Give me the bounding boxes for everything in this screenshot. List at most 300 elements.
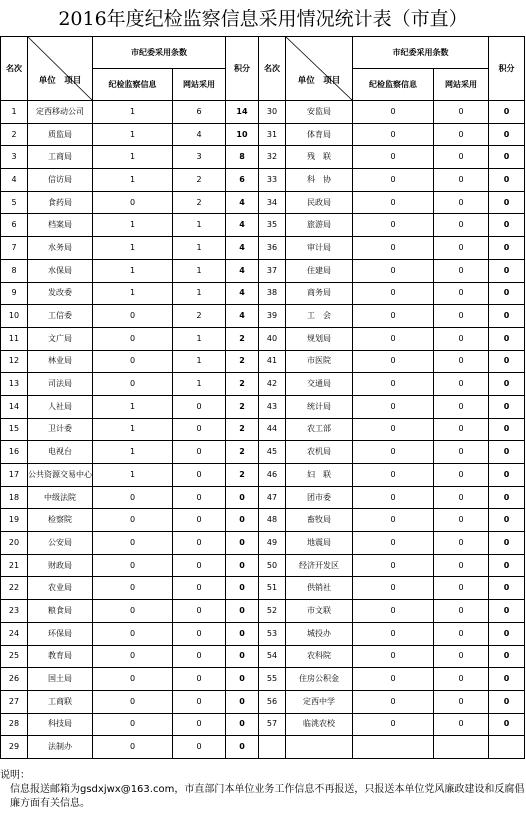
table-row <box>1 622 525 645</box>
left-web-cell: 1 <box>173 259 226 282</box>
right-jj-cell: 0 <box>353 441 434 464</box>
table-row <box>1 577 525 600</box>
right-unit-cell: 科 协 <box>286 169 353 192</box>
left-score-cell: 10 <box>226 123 259 146</box>
left-unit-cell: 教育局 <box>28 645 93 668</box>
note-text: 信息报送邮箱为gsdxjwx@163.com，市直部门本单位业务工作信息不再报送，只报送本单位党风廉政建设和反腐倡廉方面有关信息。 <box>10 784 525 809</box>
right-web-cell: 0 <box>434 101 489 124</box>
left-jj-cell: 1 <box>93 282 173 305</box>
left-rank-cell: 14 <box>1 395 28 418</box>
right-unit-cell: 临洮农校 <box>286 713 353 736</box>
left-rank-cell: 25 <box>1 645 28 668</box>
table-row <box>1 509 525 532</box>
left-score-cell: 2 <box>226 327 259 350</box>
unit-item-header-right <box>286 37 353 101</box>
right-jj-cell: 0 <box>353 532 434 555</box>
adopt-count-header-right: 市纪委采用条数 <box>353 37 489 69</box>
right-rank-cell: 50 <box>259 554 286 577</box>
right-score-cell: 0 <box>489 554 525 577</box>
right-web-cell: 0 <box>434 169 489 192</box>
left-score-cell: 0 <box>226 532 259 555</box>
right-score-cell: 0 <box>489 191 525 214</box>
left-score-cell: 0 <box>226 554 259 577</box>
website-header-right: 网站采用 <box>434 69 489 101</box>
left-rank-cell: 4 <box>1 169 28 192</box>
left-rank-cell: 24 <box>1 622 28 645</box>
left-score-cell: 2 <box>226 395 259 418</box>
right-jj-cell: 0 <box>353 305 434 328</box>
left-unit-cell: 检察院 <box>28 509 93 532</box>
right-score-cell: 0 <box>489 418 525 441</box>
right-unit-cell: 农机局 <box>286 441 353 464</box>
left-jj-cell: 0 <box>93 600 173 623</box>
left-rank-cell: 29 <box>1 736 28 759</box>
right-web-cell: 0 <box>434 237 489 260</box>
right-score-cell <box>489 736 525 759</box>
left-unit-cell: 工商联 <box>28 690 93 713</box>
score-header-right: 积分 <box>489 37 525 101</box>
right-rank-cell: 34 <box>259 191 286 214</box>
right-rank-cell: 40 <box>259 327 286 350</box>
right-rank-cell: 36 <box>259 237 286 260</box>
score-header-left: 积分 <box>226 37 259 101</box>
right-score-cell: 0 <box>489 373 525 396</box>
left-score-cell: 4 <box>226 305 259 328</box>
right-web-cell: 0 <box>434 577 489 600</box>
left-jj-cell: 0 <box>93 486 173 509</box>
note-label: 说明： <box>0 770 30 781</box>
left-jj-cell: 0 <box>93 736 173 759</box>
left-rank-cell: 7 <box>1 237 28 260</box>
left-rank-cell: 20 <box>1 532 28 555</box>
right-web-cell: 0 <box>434 327 489 350</box>
table-row <box>1 554 525 577</box>
right-web-cell: 0 <box>434 441 489 464</box>
right-score-cell: 0 <box>489 305 525 328</box>
left-web-cell: 0 <box>173 395 226 418</box>
right-score-cell: 0 <box>489 645 525 668</box>
left-jj-cell: 1 <box>93 101 173 124</box>
left-jj-cell: 1 <box>93 395 173 418</box>
left-rank-cell: 18 <box>1 486 28 509</box>
right-web-cell: 0 <box>434 395 489 418</box>
left-unit-cell: 国土局 <box>28 668 93 691</box>
left-jj-cell: 0 <box>93 622 173 645</box>
note <box>0 769 526 811</box>
table-row <box>1 123 525 146</box>
right-score-cell: 0 <box>489 101 525 124</box>
jjjc-info-header-right: 纪检监察信息 <box>353 69 434 101</box>
left-unit-cell: 质监局 <box>28 123 93 146</box>
left-unit-cell: 粮食局 <box>28 600 93 623</box>
right-web-cell <box>434 736 489 759</box>
left-rank-cell: 2 <box>1 123 28 146</box>
left-jj-cell: 1 <box>93 464 173 487</box>
left-rank-cell: 28 <box>1 713 28 736</box>
right-jj-cell: 0 <box>353 214 434 237</box>
table-row <box>1 645 525 668</box>
left-jj-cell: 0 <box>93 713 173 736</box>
left-rank-cell: 17 <box>1 464 28 487</box>
left-jj-cell: 1 <box>93 441 173 464</box>
left-rank-cell: 23 <box>1 600 28 623</box>
left-unit-cell: 食药局 <box>28 191 93 214</box>
right-unit-cell: 规划局 <box>286 327 353 350</box>
right-rank-cell: 30 <box>259 101 286 124</box>
right-score-cell: 0 <box>489 327 525 350</box>
right-jj-cell: 0 <box>353 123 434 146</box>
right-web-cell: 0 <box>434 509 489 532</box>
table-row <box>1 282 525 305</box>
left-jj-cell: 1 <box>93 418 173 441</box>
left-web-cell: 0 <box>173 668 226 691</box>
right-web-cell: 0 <box>434 554 489 577</box>
left-web-cell: 0 <box>173 622 226 645</box>
left-jj-cell: 0 <box>93 305 173 328</box>
right-rank-cell <box>259 736 286 759</box>
left-web-cell: 0 <box>173 509 226 532</box>
left-unit-cell: 信访局 <box>28 169 93 192</box>
right-jj-cell: 0 <box>353 577 434 600</box>
right-web-cell: 0 <box>434 668 489 691</box>
left-rank-cell: 6 <box>1 214 28 237</box>
statistics-table <box>0 36 525 759</box>
right-score-cell: 0 <box>489 123 525 146</box>
left-rank-cell: 26 <box>1 668 28 691</box>
left-unit-cell: 公共资源交易中心 <box>28 464 93 487</box>
right-score-cell: 0 <box>489 486 525 509</box>
left-rank-cell: 16 <box>1 441 28 464</box>
left-jj-cell: 1 <box>93 123 173 146</box>
table-row <box>1 191 525 214</box>
left-web-cell: 1 <box>173 373 226 396</box>
right-unit-cell: 审计局 <box>286 237 353 260</box>
left-rank-cell: 12 <box>1 350 28 373</box>
left-web-cell: 0 <box>173 736 226 759</box>
left-rank-cell: 22 <box>1 577 28 600</box>
right-jj-cell: 0 <box>353 418 434 441</box>
right-web-cell: 0 <box>434 418 489 441</box>
left-rank-cell: 8 <box>1 259 28 282</box>
left-web-cell: 0 <box>173 441 226 464</box>
left-web-cell: 1 <box>173 237 226 260</box>
right-rank-cell: 37 <box>259 259 286 282</box>
right-score-cell: 0 <box>489 532 525 555</box>
table-row <box>1 237 525 260</box>
left-unit-cell: 工信委 <box>28 305 93 328</box>
right-score-cell: 0 <box>489 577 525 600</box>
left-web-cell: 0 <box>173 418 226 441</box>
left-unit-cell: 人社局 <box>28 395 93 418</box>
left-unit-cell: 财政局 <box>28 554 93 577</box>
left-web-cell: 0 <box>173 713 226 736</box>
left-web-cell: 0 <box>173 577 226 600</box>
left-rank-cell: 13 <box>1 373 28 396</box>
left-rank-cell: 15 <box>1 418 28 441</box>
left-rank-cell: 9 <box>1 282 28 305</box>
left-score-cell: 2 <box>226 441 259 464</box>
table-row <box>1 713 525 736</box>
right-web-cell: 0 <box>434 600 489 623</box>
right-rank-cell: 56 <box>259 690 286 713</box>
right-jj-cell: 0 <box>353 600 434 623</box>
right-rank-cell: 44 <box>259 418 286 441</box>
right-rank-cell: 52 <box>259 600 286 623</box>
left-jj-cell: 0 <box>93 509 173 532</box>
left-unit-cell: 公安局 <box>28 532 93 555</box>
right-unit-cell: 定西中学 <box>286 690 353 713</box>
left-web-cell: 0 <box>173 690 226 713</box>
right-unit-cell: 住建局 <box>286 259 353 282</box>
right-unit-cell: 工 会 <box>286 305 353 328</box>
right-score-cell: 0 <box>489 622 525 645</box>
right-jj-cell: 0 <box>353 169 434 192</box>
left-rank-cell: 11 <box>1 327 28 350</box>
right-unit-cell: 供销社 <box>286 577 353 600</box>
table-row <box>1 600 525 623</box>
right-unit-cell: 地震局 <box>286 532 353 555</box>
left-jj-cell: 1 <box>93 237 173 260</box>
left-score-cell: 2 <box>226 418 259 441</box>
header-row <box>1 37 525 69</box>
right-score-cell: 0 <box>489 690 525 713</box>
left-score-cell: 4 <box>226 214 259 237</box>
right-rank-cell: 31 <box>259 123 286 146</box>
table-row <box>1 101 525 124</box>
right-unit-cell: 城投办 <box>286 622 353 645</box>
left-web-cell: 2 <box>173 191 226 214</box>
left-web-cell: 0 <box>173 486 226 509</box>
right-rank-cell: 48 <box>259 509 286 532</box>
left-web-cell: 1 <box>173 214 226 237</box>
right-unit-cell: 市医院 <box>286 350 353 373</box>
left-score-cell: 0 <box>226 668 259 691</box>
right-unit-cell: 民政局 <box>286 191 353 214</box>
right-unit-cell: 妇 联 <box>286 464 353 487</box>
left-jj-cell: 0 <box>93 668 173 691</box>
left-rank-cell: 27 <box>1 690 28 713</box>
right-score-cell: 0 <box>489 668 525 691</box>
website-header-left: 网站采用 <box>173 69 226 101</box>
right-unit-cell: 市文联 <box>286 600 353 623</box>
left-jj-cell: 1 <box>93 146 173 169</box>
left-score-cell: 0 <box>226 509 259 532</box>
left-score-cell: 2 <box>226 464 259 487</box>
left-web-cell: 1 <box>173 282 226 305</box>
right-rank-cell: 51 <box>259 577 286 600</box>
right-jj-cell: 0 <box>353 259 434 282</box>
left-unit-cell: 环保局 <box>28 622 93 645</box>
rank-header-left: 名次 <box>1 37 28 101</box>
right-jj-cell: 0 <box>353 373 434 396</box>
left-unit-cell: 工商局 <box>28 146 93 169</box>
left-jj-cell: 0 <box>93 350 173 373</box>
right-web-cell: 0 <box>434 645 489 668</box>
left-score-cell: 0 <box>226 577 259 600</box>
right-web-cell: 0 <box>434 690 489 713</box>
left-jj-cell: 0 <box>93 577 173 600</box>
right-jj-cell: 0 <box>353 101 434 124</box>
right-jj-cell: 0 <box>353 713 434 736</box>
table-row <box>1 690 525 713</box>
right-score-cell: 0 <box>489 146 525 169</box>
right-rank-cell: 54 <box>259 645 286 668</box>
right-rank-cell: 46 <box>259 464 286 487</box>
adopt-count-header-left: 市纪委采用条数 <box>93 37 226 69</box>
left-unit-cell: 林业局 <box>28 350 93 373</box>
right-web-cell: 0 <box>434 305 489 328</box>
table-row <box>1 441 525 464</box>
table-row <box>1 350 525 373</box>
left-unit-cell: 水保局 <box>28 259 93 282</box>
left-jj-cell: 0 <box>93 645 173 668</box>
right-score-cell: 0 <box>489 237 525 260</box>
right-unit-cell: 农科院 <box>286 645 353 668</box>
left-jj-cell: 0 <box>93 532 173 555</box>
left-score-cell: 4 <box>226 237 259 260</box>
left-rank-cell: 19 <box>1 509 28 532</box>
right-unit-cell: 住房公积金 <box>286 668 353 691</box>
left-score-cell: 4 <box>226 191 259 214</box>
right-rank-cell: 32 <box>259 146 286 169</box>
right-jj-cell: 0 <box>353 509 434 532</box>
right-web-cell: 0 <box>434 259 489 282</box>
left-score-cell: 0 <box>226 736 259 759</box>
table-row <box>1 305 525 328</box>
right-web-cell: 0 <box>434 191 489 214</box>
left-score-cell: 0 <box>226 600 259 623</box>
right-score-cell: 0 <box>489 464 525 487</box>
right-rank-cell: 38 <box>259 282 286 305</box>
left-score-cell: 6 <box>226 169 259 192</box>
left-jj-cell: 0 <box>93 554 173 577</box>
right-jj-cell: 0 <box>353 645 434 668</box>
left-web-cell: 1 <box>173 327 226 350</box>
right-unit-cell: 畜牧局 <box>286 509 353 532</box>
right-unit-cell <box>286 736 353 759</box>
left-score-cell: 0 <box>226 486 259 509</box>
left-unit-cell: 电视台 <box>28 441 93 464</box>
left-rank-cell: 5 <box>1 191 28 214</box>
table-row <box>1 395 525 418</box>
right-jj-cell: 0 <box>353 191 434 214</box>
right-web-cell: 0 <box>434 373 489 396</box>
right-jj-cell: 0 <box>353 554 434 577</box>
right-jj-cell: 0 <box>353 282 434 305</box>
right-rank-cell: 33 <box>259 169 286 192</box>
jjjc-info-header-left: 纪检监察信息 <box>93 69 173 101</box>
right-rank-cell: 57 <box>259 713 286 736</box>
left-unit-cell: 科技局 <box>28 713 93 736</box>
right-web-cell: 0 <box>434 486 489 509</box>
left-jj-cell: 1 <box>93 214 173 237</box>
left-jj-cell: 1 <box>93 169 173 192</box>
left-jj-cell: 0 <box>93 690 173 713</box>
left-web-cell: 2 <box>173 305 226 328</box>
left-unit-cell: 水务局 <box>28 237 93 260</box>
right-unit-cell: 团市委 <box>286 486 353 509</box>
left-web-cell: 3 <box>173 146 226 169</box>
right-web-cell: 0 <box>434 282 489 305</box>
right-unit-cell: 残 联 <box>286 146 353 169</box>
right-score-cell: 0 <box>489 509 525 532</box>
right-rank-cell: 53 <box>259 622 286 645</box>
table-row <box>1 327 525 350</box>
rank-header-right: 名次 <box>259 37 286 101</box>
right-score-cell: 0 <box>489 169 525 192</box>
right-rank-cell: 55 <box>259 668 286 691</box>
right-jj-cell: 0 <box>353 350 434 373</box>
left-jj-cell: 0 <box>93 327 173 350</box>
right-score-cell: 0 <box>489 600 525 623</box>
left-score-cell: 8 <box>226 146 259 169</box>
right-unit-cell: 农工部 <box>286 418 353 441</box>
table-row <box>1 373 525 396</box>
left-web-cell: 6 <box>173 101 226 124</box>
left-web-cell: 0 <box>173 645 226 668</box>
left-unit-cell: 发改委 <box>28 282 93 305</box>
right-web-cell: 0 <box>434 622 489 645</box>
right-rank-cell: 45 <box>259 441 286 464</box>
page-title: 2016年度纪检监察信息采用情况统计表（市直） <box>58 8 468 30</box>
table-row <box>1 486 525 509</box>
left-web-cell: 0 <box>173 600 226 623</box>
left-web-cell: 0 <box>173 554 226 577</box>
right-unit-cell: 安监局 <box>286 101 353 124</box>
table-row <box>1 214 525 237</box>
right-web-cell: 0 <box>434 532 489 555</box>
right-score-cell: 0 <box>489 214 525 237</box>
table-row <box>1 464 525 487</box>
left-rank-cell: 10 <box>1 305 28 328</box>
right-score-cell: 0 <box>489 259 525 282</box>
right-web-cell: 0 <box>434 214 489 237</box>
table-row <box>1 736 525 759</box>
left-score-cell: 2 <box>226 373 259 396</box>
left-rank-cell: 3 <box>1 146 28 169</box>
left-unit-cell: 档案局 <box>28 214 93 237</box>
right-score-cell: 0 <box>489 441 525 464</box>
left-unit-cell: 文广局 <box>28 327 93 350</box>
left-score-cell: 0 <box>226 622 259 645</box>
left-unit-cell: 定西移动公司 <box>28 101 93 124</box>
left-jj-cell: 0 <box>93 191 173 214</box>
right-unit-cell: 交通局 <box>286 373 353 396</box>
right-unit-cell: 统计局 <box>286 395 353 418</box>
left-unit-cell: 农业局 <box>28 577 93 600</box>
right-web-cell: 0 <box>434 146 489 169</box>
left-web-cell: 2 <box>173 169 226 192</box>
left-score-cell: 4 <box>226 282 259 305</box>
right-unit-cell: 商务局 <box>286 282 353 305</box>
left-score-cell: 0 <box>226 713 259 736</box>
left-score-cell: 2 <box>226 350 259 373</box>
right-jj-cell: 0 <box>353 668 434 691</box>
left-unit-cell: 司法局 <box>28 373 93 396</box>
left-jj-cell: 0 <box>93 373 173 396</box>
right-jj-cell: 0 <box>353 395 434 418</box>
left-rank-cell: 21 <box>1 554 28 577</box>
right-rank-cell: 49 <box>259 532 286 555</box>
unit-item-header-left <box>28 37 93 101</box>
right-jj-cell: 0 <box>353 690 434 713</box>
right-rank-cell: 39 <box>259 305 286 328</box>
right-jj-cell: 0 <box>353 622 434 645</box>
table-row <box>1 169 525 192</box>
left-web-cell: 0 <box>173 532 226 555</box>
left-rank-cell: 1 <box>1 101 28 124</box>
left-score-cell: 0 <box>226 645 259 668</box>
